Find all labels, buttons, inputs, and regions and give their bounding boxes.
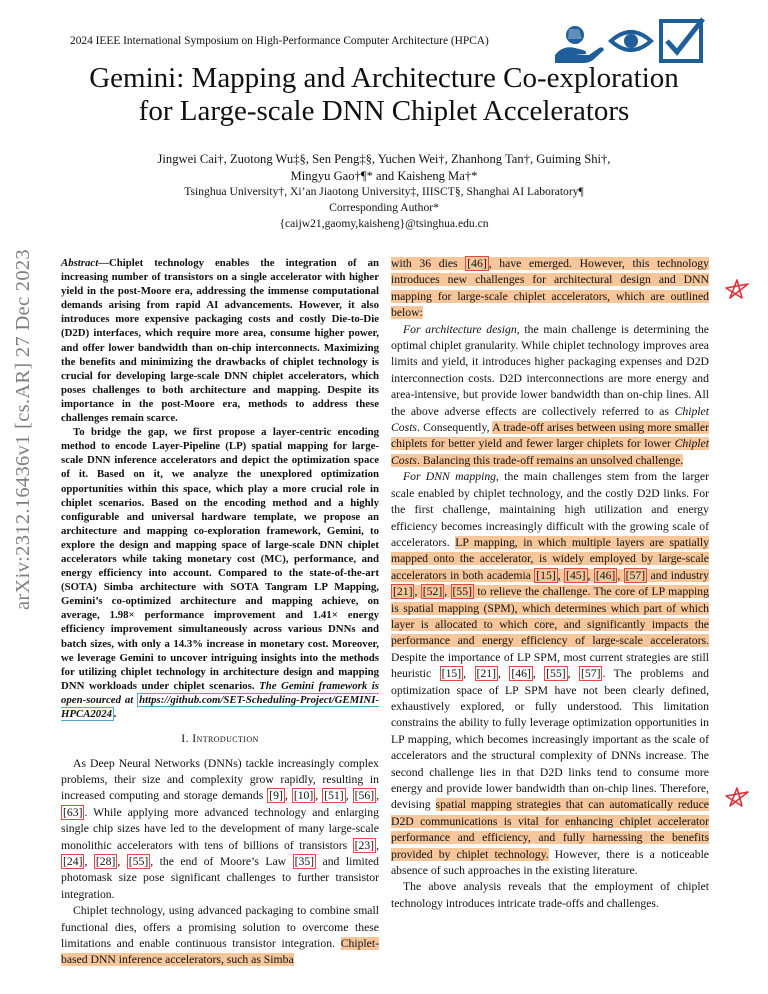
- intro-para-2-cont: with 36 dies [46] , have emerged. However, this technology introduces new challenges for architectural design and DNN mapping for large-scale chiplet accelerators, which are outlined below:: [391, 257, 709, 320]
- intro-para-4: For DNN mapping, the main challenges stem from the larger scale enabled by chiplet technology, and the costly D2D links. For the first challenge, maintaining high utilization and energy efficiency becomes increasingly difficult with the growing scale of accelerators. LP mapping, in which multiple layers are spatially mapped onto the accelerator, is widely employed by large-scale accelerators in both academia [15] , [45] , [46] , [57] and industry [21] , [52] , [55] to relieve the challenge. The core of LP mapping is spatial mapping (SPM), which determines which part of which layer is allocated to which core, and significantly impacts the performance and energy efficiency of large-scale accelerators. Despite the importance of LP SPM, most current strategies are still heuristic [15] , [21] , [46] , [55] , [57] . The problems and optimization space of LP SPM have not been clearly defined, exhaustively explored, or fully understood. This limitation constrains the ability to fully leverage optimization opportunities in LP mapping, which becomes increasingly important as the scale of accelerators and the structural complexity of DNNs increase. The second challenge lies in that D2D links tend to consume more energy and provide lower bandwidth than on-chip lines. Therefore, devising spatial mapping strategies that can automatically reduce D2D communications is vital for enhancing chiplet accelerator performance and efficiency, and fully harnessing the benefits provided by chiplet technology. However, there is a noticeable absence of such approaches in the existing literature.: [391, 470, 710, 878]
- intro-para-2: Chiplet technology, using advanced packaging to combine small functional dies, offers a promising solution to overcome these limitations and enable continuous transistor integration. Chiplet-based DNN inference accelerators, such as Simba: [61, 904, 379, 967]
- github-link[interactable]: https://github.com/SET-Scheduling-Project/GEMINI-HPCA2024: [61, 693, 379, 720]
- right-column: [391, 256, 709, 912]
- checkbox-icon: [661, 19, 703, 61]
- eye-icon: [611, 32, 651, 50]
- red-star-mark-icon: [722, 278, 752, 302]
- abstract-para-1: Abstract—Chiplet technology enables the integration of an increasing number of transistors on a single accelerator with higher yield in the post-Moore era, addressing the immense computational demands arising from rapid AI advancements. However, it also introduces more expensive packaging costs and costly Die-to-Die (D2D) interfaces, which require more area, consume higher power, and offer lower bandwidth than on-chip interconnects. Maximizing the benefits and minimizing the drawbacks of chiplet technology is crucial for developing large-scale DNN chiplet accelerators, which poses challenges to both architecture and mapping. Despite its importance in the post-Moore era, methods to address these challenges remain scarce.: [61, 257, 379, 425]
- intro-para-1: As Deep Neural Networks (DNNs) tackle increasingly complex problems, their size and complexity grow rapidly, resulting in increased computing and storage demands [9] , [10] , [51] , [56] , [63] . While applying more advanced technology and enlarging single chip sizes have led to the development of many large-scale monolithic accelerators with tens of billions of transistors [23] , [24] , [28] , [55] , the end of Moore’s Law [35] and limited photomask size pose significant challenges to further transistor integration.: [61, 756, 380, 901]
- conference-header: 2024 IEEE International Symposium on High-Performance Computer Architecture (HPCA): [70, 35, 489, 47]
- arxiv-stamp: arXiv:2312.16436v1 [cs.AR] 27 Dec 2023: [12, 249, 34, 610]
- left-column: [61, 256, 379, 969]
- section-heading-introduction: I. Introduction: [181, 732, 259, 746]
- intro-para-3: For architecture design, the main challenge is determining the optimal chiplet granularity. While chiplet technology improves area limits and yield, it introduces higher packaging expenses and D2D interconnection costs. D2D interconnections are more energy and area-intensive, but provide lower bandwidth than on-chip lines. All the above adverse effects are collectively referred to as Chiplet Costs. Consequently, A trade-off arises between using more smaller chiplets for better yield and fewer larger chiplets for lower Chiplet Costs. Balancing this trade-off remains an unsolved challenge.: [391, 322, 709, 467]
- artifact-badges: [553, 15, 713, 65]
- red-star-mark-icon: [722, 786, 752, 810]
- paper-title: Gemini: Mapping and Architecture Co-exploration for Large-scale DNN Chiplet Accelerators: [89, 62, 679, 127]
- authors: Jingwei Cai†, Zuotong Wu‡§, Sen Peng‡§, Yuchen Wei†, Zhanhong Tan†, Guiming Shi†, Mingyu Gao†¶* and Kaisheng Ma†*: [157, 152, 611, 183]
- affiliations: Tsinghua University†, Xi’an Jiaotong University‡, IIISCT§, Shanghai AI Laboratory¶ Corresponding Author* {caijw21,gaomy,kaisheng}@tsinghua.edu.cn: [184, 185, 584, 230]
- abstract-para-2: To bridge the gap, we first propose a layer-centric encoding method to encode Layer-Pipeline (LP) spatial mapping for large-scale DNN inference accelerators and depict the optimization space of it. Based on it, we analyze the unexplored optimization opportunities within this space, which play a more crucial role in chiplet scenarios. Based on the encoding method and a highly configurable and universal hardware template, we propose an architecture and mapping co-exploration framework, Gemini, to explore the design and mapping space of large-scale DNN chiplet accelerators while taking monetary cost (MC), performance, and energy efficiency into account. Compared to the state-of-the-art (SOTA) Simba architecture with SOTA Tangram LP Mapping, Gemini’s co-optimized architecture and mapping achieve, on average, 1.98× performance improvement and 1.41× energy efficiency improvement simultaneously across various DNNs and batch sizes, with only a 14.3% increase in monetary cost. Moreover, we leverage Gemini to uncover intriguing insights into the methods for utilizing chiplet technology in architecture design and mapping DNN workloads under chiplet scenarios. The Gemini framework is open-sourced at https://github.com/SET-Scheduling-Project/GEMINI-HPCA2024 .: [61, 426, 379, 720]
- intro-para-5: The above analysis reveals that the employment of chiplet technology introduces intricate trade-offs and challenges.: [391, 880, 709, 910]
- hand-icon: [555, 26, 604, 63]
